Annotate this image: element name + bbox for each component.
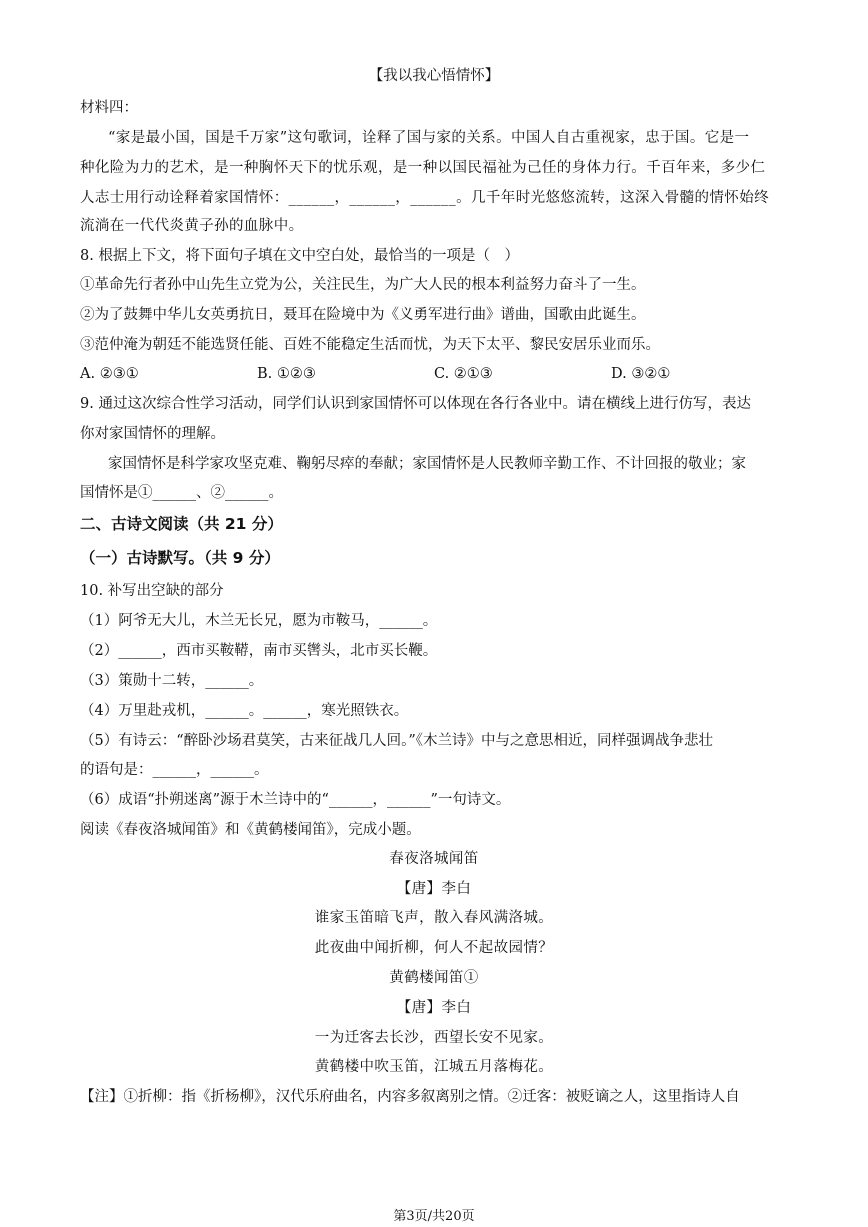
question-10-item: （5）有诗云：“醉卧沙场君莫笑，古来征战几人回。”《木兰诗》中与之意思相近，同样强调战争悲壮: [80, 733, 714, 749]
poem-2-title: 黄鹤楼闻笛①: [389, 970, 479, 986]
option-b[interactable]: B. ①②③: [257, 366, 316, 382]
poem-2-line: 黄鹤楼中吹玉笛，江城五月落梅花。: [314, 1059, 554, 1075]
question-10-item: （3）策勋十二转，______。: [80, 673, 264, 689]
question-10-item: 的语句是：______，______。: [80, 762, 269, 778]
option-c[interactable]: C. ②①③: [434, 366, 493, 382]
question-8-item: ③范仲淹为朝廷不能选贤任能、百姓不能稳定生活而忧，为天下太平、黎民安居乐业而乐。: [80, 337, 660, 353]
part-2-title: 二、古诗文阅读（共 21 分）: [80, 515, 283, 533]
reading-intro: 阅读《春夜洛城闻笛》和《黄鹤楼闻笛》，完成小题。: [80, 822, 421, 838]
material-label: 材料四：: [80, 100, 138, 116]
question-9-stem: 9. 通过这次综合性学习活动，同学们认识到家国情怀可以体现在各行各业中。请在横线上进行仿写，表达: [80, 396, 751, 412]
poem-1-line: 谁家玉笛暗飞声，散入春风满洛城。: [314, 910, 554, 926]
option-a[interactable]: A. ②③①: [80, 366, 139, 382]
question-10-item: （1）阿爷无大儿，木兰无长兄，愿为市鞍马，______。: [80, 613, 438, 629]
question-8-item: ②为了鼓舞中华儿女英勇抗日，聂耳在险境中为《义勇军进行曲》谱曲，国歌由此诞生。: [80, 307, 646, 323]
question-9-example: 国情怀是①______、②______。: [80, 485, 283, 501]
poem-2-author: 【唐】李白: [396, 1000, 472, 1016]
question-8-item: ①革命先行者孙中山先生立党为公，关注民生，为广大人民的根本利益努力奋斗了一生。: [80, 277, 646, 293]
material-line: 流淌在一代代炎黄子孙的血脉中。: [80, 218, 304, 234]
poem-1-author: 【唐】李白: [396, 881, 472, 897]
question-10-stem: 10. 补写出空缺的部分: [80, 583, 224, 599]
question-10-item: （6）成语“扑朔迷离”源于木兰诗中的“______，______”一句诗文。: [80, 792, 511, 808]
question-9-example: 家国情怀是科学家攻坚克难、鞠躬尽瘁的奉献；家国情怀是人民教师辛勤工作、不计回报的敬业；家: [108, 456, 746, 472]
material-line: 种化险为力的艺术，是一种胸怀天下的忧乐观，是一种以国民福祉为己任的身体力行。千百年来，多少仁: [80, 160, 766, 176]
section-title: 【我以我心悟情怀】: [368, 68, 500, 84]
subsection-1-title: （一）古诗默写。（共 9 分）: [80, 549, 280, 567]
poem-1-line: 此夜曲中闻折柳，何人不起故园情？: [314, 940, 554, 956]
poem-2-line: 一为迁客去长沙，西望长安不见家。: [314, 1030, 554, 1046]
annotation-note: 【注】①折柳：指《折杨柳》，汉代乐府曲名，内容多叙离别之情。②迁客：被贬谪之人，这里指诗人自: [80, 1089, 740, 1105]
question-9-stem: 你对家国情怀的理解。: [80, 426, 225, 442]
material-line: “家是最小国，国是千万家”这句歌词，诠释了国与家的关系。中国人自古重视家，忠于国。它是一: [108, 130, 750, 146]
material-line: 人志士用行动诠释着家国情怀：______，______，______。几千年时光悠悠流转，这深入骨髓的情怀始终: [80, 190, 769, 206]
question-8-stem: 8. 根据上下文，将下面句子填在文中空白处，最恰当的一项是（ ）: [80, 248, 519, 264]
page-footer: 第3页/共20页: [393, 1209, 475, 1224]
poem-1-title: 春夜洛城闻笛: [389, 851, 479, 867]
question-10-item: （2）______，西市买鞍鞯，南市买辔头，北市买长鞭。: [80, 643, 438, 659]
question-10-item: （4）万里赴戎机，______。______，寒光照铁衣。: [80, 703, 409, 719]
option-d[interactable]: D. ③②①: [611, 366, 671, 382]
